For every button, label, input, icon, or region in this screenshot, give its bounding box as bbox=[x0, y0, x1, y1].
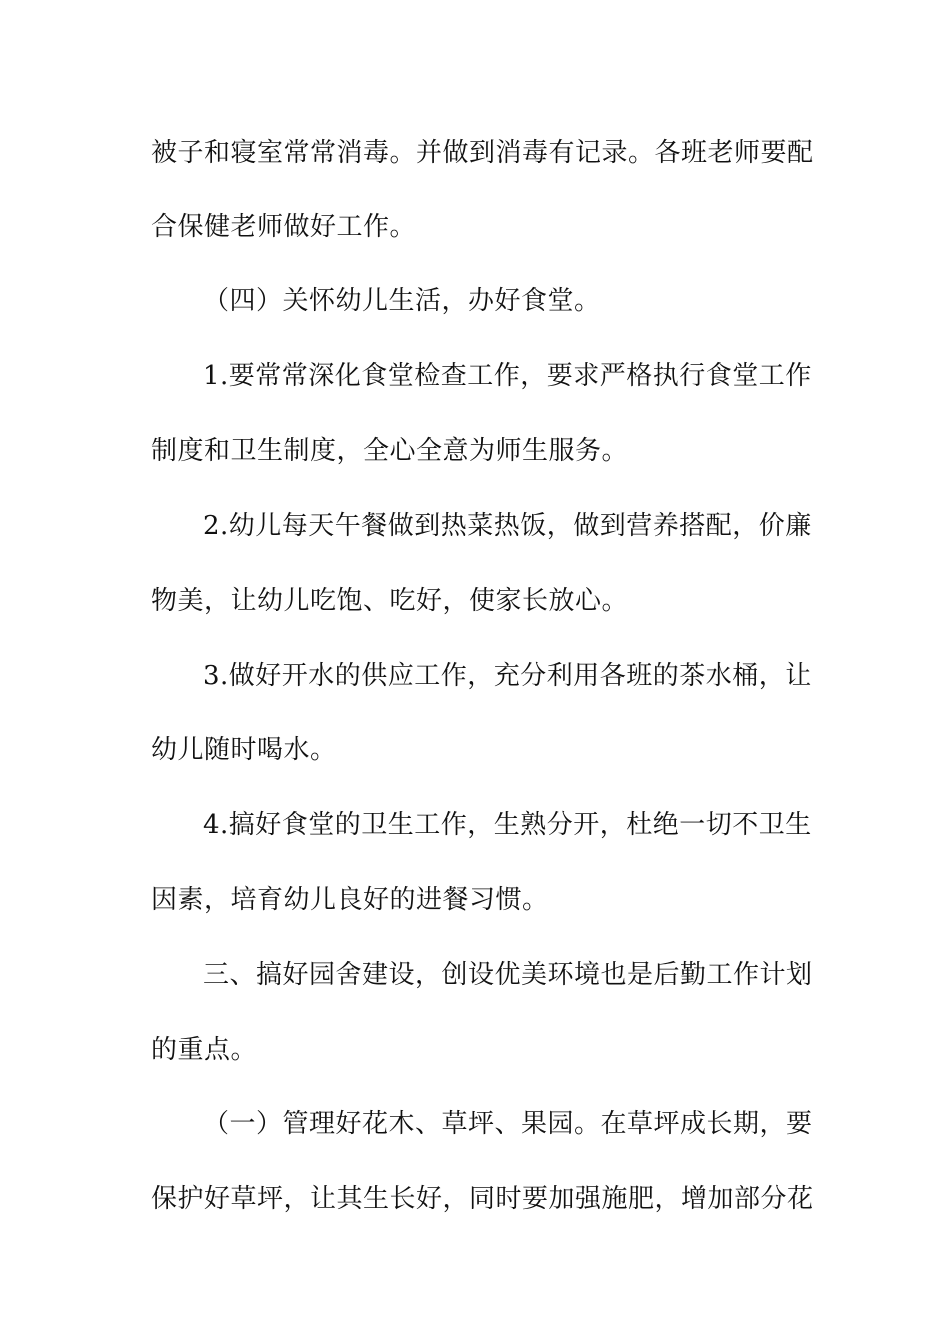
text-line: 制度和卫生制度，全心全意为师生服务。 bbox=[151, 436, 629, 466]
list-item-text: 3.做好开水的供应工作，充分利用各班的茶水桶，让 bbox=[203, 661, 812, 691]
section-heading: （四）关怀幼儿生活，办好食堂。 bbox=[203, 286, 601, 316]
list-item-text: 1.要常常深化食堂检查工作，要求严格执行食堂工作 bbox=[203, 361, 812, 391]
list-item-text: 2.幼儿每天午餐做到热菜热饭，做到营养搭配，价廉 bbox=[203, 511, 812, 541]
text-line: 的重点。 bbox=[151, 1035, 258, 1065]
text-line: 保护好草坪，让其生长好，同时要加强施肥，增加部分花 bbox=[151, 1184, 814, 1214]
text-line: 物美，让幼儿吃饱、吃好，使家长放心。 bbox=[151, 586, 629, 616]
text-line: 被子和寝室常常消毒。并做到消毒有记录。各班老师要配 bbox=[151, 138, 814, 168]
list-item-text: 4.搞好食堂的卫生工作，生熟分开，杜绝一切不卫生 bbox=[203, 810, 812, 840]
text-line: 合保健老师做好工作。 bbox=[151, 212, 417, 242]
text-line: 幼儿随时喝水。 bbox=[151, 735, 337, 765]
section-heading: 三、搞好园舍建设，创设优美环境也是后勤工作计划 bbox=[203, 960, 813, 990]
text-line: 因素，培育幼儿良好的进餐习惯。 bbox=[151, 885, 549, 915]
subsection-text: （一）管理好花木、草坪、果园。在草坪成长期，要 bbox=[203, 1109, 813, 1139]
